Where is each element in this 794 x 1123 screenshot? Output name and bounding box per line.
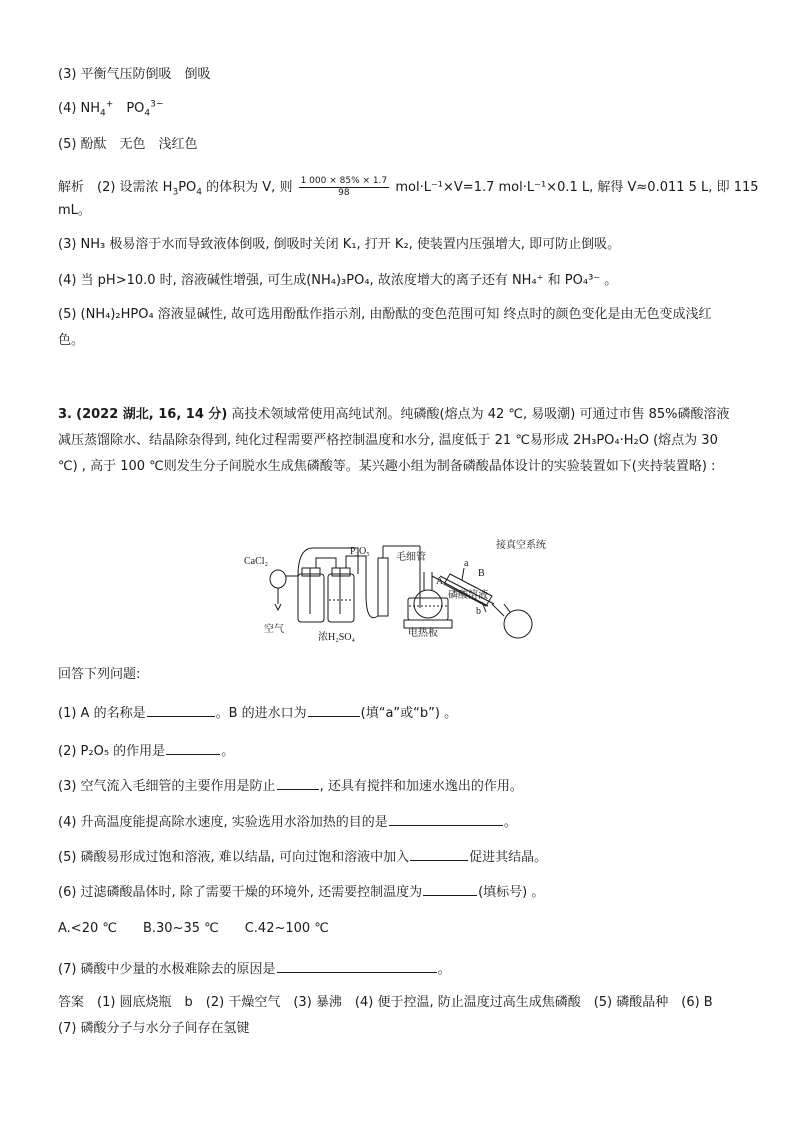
label-air: 空气 [264, 624, 284, 635]
prompt-text: 回答下列问题: [58, 667, 141, 682]
question-6: (6) 过滤磷酸晶体时, 除了需要干燥的环境外, 还需要控制温度为 (填标号) 。 [58, 881, 544, 902]
answer-item-4: (4) $NH_4^+$ $PO_4^{3-}$ [58, 99, 164, 119]
answer-blank[interactable] [166, 740, 220, 755]
label-a: A [436, 576, 444, 587]
analysis-line: 解析 (2) 设需浓 $H_3PO_4$ 的体积为 V, 则 $\frac{1 000 \times 85\% \times 1.7}{98}$ mol·L⁻¹×V=1.7 mol·L⁻¹×0.1 L, 解得 V≈0.011 5 L, 即 115 [58, 176, 759, 198]
analysis-line-2: mL。 [58, 203, 91, 218]
answer-blank[interactable] [423, 881, 477, 896]
analysis-note-5: (5) (NH₄)₂HPO₄ 溶液显碱性, 故可选用酚酞作指示剂, 由酚酞的变色范围可知 终点时的颜色变化是由无色变成浅红色。 [58, 307, 712, 348]
label-b-small: b [476, 606, 481, 617]
label-b: B [478, 568, 485, 579]
question-2: (2) P₂O₅ 的作用是 。 [58, 740, 234, 761]
answer-item-3: (3) 平衡气压防倒吸 倒吸 [58, 67, 211, 82]
question-1: (1) A 的名称是 。B 的进水口为 (填“a”或“b”) 。 [58, 702, 457, 723]
label-a-small: a [464, 558, 469, 569]
answer-blank[interactable] [308, 702, 360, 717]
apparatus-figure [238, 534, 546, 646]
label-heater: 电热板 [408, 628, 438, 639]
question-4: (4) 升高温度能提高除水速度, 实验选用水浴加热的目的是 。 [58, 811, 517, 832]
answer-blank[interactable] [147, 702, 215, 717]
question-6-options: A.<20 ℃ B.30~35 ℃ C.42~100 ℃ [58, 921, 329, 936]
label-cacl2: CaCl₂ [244, 556, 269, 567]
label-capillary: 毛细管 [396, 552, 426, 563]
apparatus-diagram [238, 534, 546, 646]
analysis-note-4: (4) 当 pH>10.0 时, 溶液碱性增强, 可生成(NH₄)₃PO₄, 故浓度增大的离子还有 NH₄⁺ 和 PO₄³⁻ 。 [58, 273, 618, 288]
label-solution: 磷酸溶液 [448, 590, 488, 601]
answer-key: 答案 (1) 圆底烧瓶 b (2) 干燥空气 (3) 暴沸 (4) 便于控温, 防止温度过高生成焦磷酸 (5) 磷酸晶种 (6) B (7) 磷酸分子与水分子间存在氢键 [58, 995, 726, 1036]
label-h2so4: 浓H₂SO₄ [318, 632, 355, 643]
answer-blank[interactable] [277, 775, 319, 790]
analysis-note-3: (3) NH₃ 极易溶于水而导致液体倒吸, 倒吸时关闭 K₁, 打开 K₂, 使装置内压强增大, 即可防止倒吸。 [58, 237, 621, 252]
answer-blank[interactable] [410, 846, 468, 861]
question-stem: 3. (2022 湖北, 16, 14 分) 高技术领域常使用高纯试剂。纯磷酸(熔点为 42 ℃, 易吸潮) 可通过市售 85%磷酸溶液减压蒸馏除水、结晶除杂得到, 纯化过程需要严格控制温度和水分, 温度低于 21 ℃易形成 2H₃PO₄·H₂O (熔点为 30 ℃) , 高于 100 ℃则发生分子间脱水生成焦磷酸等。某兴趣小组为制备磷酸晶体设计的实验装置如下(夹持装置略) : [58, 407, 730, 474]
label-vacuum: 接真空系统 [496, 540, 546, 551]
answer-blank[interactable] [277, 958, 437, 973]
label-p2o5: P₂O₅ [350, 546, 370, 557]
question-7: (7) 磷酸中少量的水极难除去的原因是 。 [58, 958, 451, 979]
answer-item-5: (5) 酚酞 无色 浅红色 [58, 137, 198, 152]
fraction: $\frac{1 000 \times 85\% \times 1.7}{98}$ [300, 176, 388, 198]
answer-blank[interactable] [389, 811, 503, 826]
question-3: (3) 空气流入毛细管的主要作用是防止 , 还具有搅拌和加速水逸出的作用。 [58, 775, 523, 796]
question-5: (5) 磷酸易形成过饱和溶液, 难以结晶, 可向过饱和溶液中加入 促进其结晶。 [58, 846, 547, 867]
